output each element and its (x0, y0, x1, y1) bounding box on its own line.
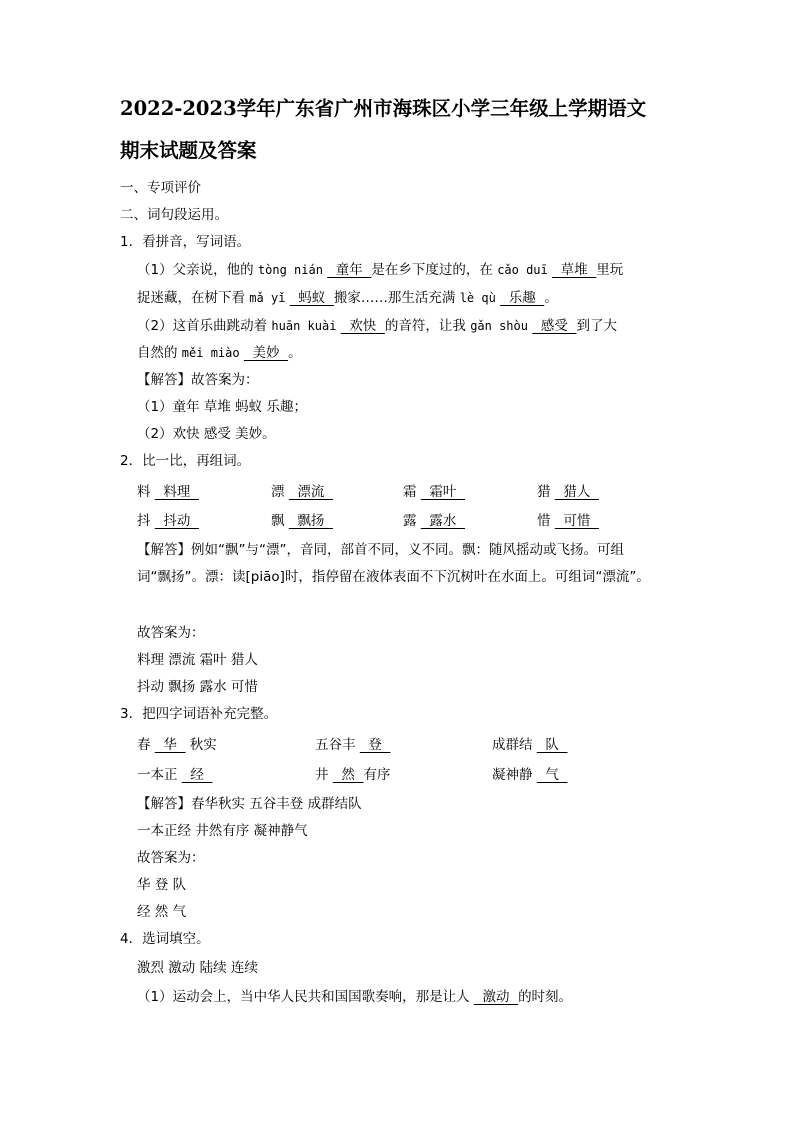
text: 里玩 (596, 262, 624, 278)
text: （2）这首乐曲跳动着 (137, 318, 272, 334)
word-blank: 猎人 (554, 484, 599, 500)
question-1-part-1-line-1 (137, 260, 623, 280)
word-blank: 可惜 (554, 513, 599, 529)
answer-blank: 童年 (327, 262, 372, 278)
compare-char: 猎 (537, 484, 551, 500)
question-3-row-1 (137, 735, 657, 755)
compare-char: 惜 (537, 513, 551, 529)
question-2-row-2 (137, 511, 657, 531)
question-3-row-2 (137, 765, 657, 785)
answer-blank: 美妙 (243, 345, 289, 361)
question-3-answer-label: 故答案为： (137, 850, 205, 866)
question-3-answer-1: 华 登 队 (137, 877, 187, 893)
question-2-explanation-2: 词“飘扬”。漂：读[piāo]时，指停留在液体表面不下沉树叶在水面上。可组词“漂流”。 (137, 569, 650, 585)
idiom-text: 有序 (363, 767, 391, 783)
idiom-text: 一本正 (137, 767, 182, 783)
question-3-heading: 3．把四字词语补充完整。 (120, 706, 278, 722)
question-2-row-1 (137, 482, 657, 502)
pinyin-tongnian: tòng nián (257, 263, 323, 277)
question-2-answer-2: 抖动 飘扬 露水 可惜 (137, 679, 258, 695)
question-4-word-choices: 激烈 激动 陆续 连续 (137, 960, 258, 976)
pinyin-huankuai: huān kuài (271, 319, 337, 333)
text: 是在乡下度过的，在 (371, 262, 498, 278)
idiom-blank: 华 (154, 737, 186, 753)
idiom-blank: 登 (359, 737, 391, 753)
word-blank: 料理 (154, 484, 199, 500)
document-title-line-2: 期末试题及答案 (120, 139, 257, 162)
idiom-text: 秋实 (185, 737, 217, 753)
answer-blank: 激动 (473, 989, 519, 1005)
question-2-answer-label: 故答案为： (137, 625, 205, 641)
question-1-part-2-line-1 (137, 316, 617, 336)
word-blank: 漂流 (288, 484, 333, 500)
idiom-text: 春 (137, 737, 155, 753)
text: 捉迷藏，在树下看 (137, 290, 250, 306)
idiom-text: 井 (315, 767, 333, 783)
question-2-answer-1: 料理 漂流 霜叶 猎人 (137, 652, 258, 668)
question-1-answer-2: （2）欢快 感受 美妙。 (137, 426, 276, 442)
text: 。 (288, 345, 302, 361)
idiom-text: 五谷丰 (315, 737, 360, 753)
text: （1）父亲说，他的 (137, 262, 258, 278)
section-heading-2: 二、词句段运用。 (120, 207, 228, 223)
word-blank: 露水 (420, 513, 465, 529)
idiom-text: 成群结 (492, 737, 537, 753)
word-blank: 霜叶 (420, 484, 465, 500)
section-heading-1: 一、专项评价 (120, 180, 201, 196)
pinyin-lequ: lè qù (459, 291, 496, 305)
question-4-heading: 4．选词填空。 (120, 931, 210, 947)
pinyin-meimiao: měi miào (181, 346, 240, 360)
idiom-blank: 然 (332, 767, 364, 783)
text: 搬家……那生活充满 (333, 290, 460, 306)
document-title-line-1: 2022-2023学年广东省广州市海珠区小学三年级上学期语文 (120, 97, 647, 120)
text: 到了大 (576, 318, 617, 334)
compare-char: 漂 (271, 484, 285, 500)
question-4-part-1 (137, 987, 572, 1007)
question-1-answer-label: 【解答】故答案为： (137, 372, 259, 388)
answer-blank: 感受 (532, 318, 577, 334)
compare-char: 抖 (137, 513, 151, 529)
text: （1）运动会上，当中华人民共和国国歌奏响，那是让人 (137, 989, 474, 1005)
text: 自然的 (137, 345, 182, 361)
answer-blank: 欢快 (340, 318, 385, 334)
idiom-text: 凝神静 (492, 767, 537, 783)
pinyin-caodui: cǎo duī (497, 263, 548, 277)
idiom-blank: 气 (536, 767, 568, 783)
question-2-explanation-1: 【解答】例如“飘”与“漂”，音同，部首不同，义不同。飘：随风摇动或飞扬。可组 (137, 542, 624, 558)
compare-char: 料 (137, 484, 151, 500)
question-1-part-1-line-2 (137, 288, 558, 308)
idiom-blank: 经 (181, 767, 213, 783)
question-2-heading: 2．比一比，再组词。 (120, 453, 251, 469)
text: 。 (544, 290, 558, 306)
pinyin-mayi: mǎ yǐ (249, 291, 286, 305)
question-1-answer-1: （1）童年 草堆 蚂蚁 乐趣； (137, 399, 307, 415)
question-1-part-2-line-2 (137, 343, 302, 363)
question-3-explanation-2: 一本正经 井然有序 凝神静气 (137, 823, 308, 839)
question-1-heading: 1．看拼音，写词语。 (120, 234, 251, 250)
word-blank: 抖动 (154, 513, 199, 529)
text: 的音符，让我 (384, 318, 471, 334)
idiom-blank: 队 (536, 737, 568, 753)
compare-char: 飘 (271, 513, 285, 529)
compare-char: 霜 (403, 484, 417, 500)
question-3-answer-2: 经 然 气 (137, 904, 187, 920)
text: 的时刻。 (518, 989, 573, 1005)
question-3-explanation-1: 【解答】春华秋实 五谷丰登 成群结队 (137, 796, 362, 812)
compare-char: 露 (403, 513, 417, 529)
answer-blank: 草堆 (552, 262, 597, 278)
word-blank: 飘扬 (288, 513, 333, 529)
answer-blank: 蚂蚁 (289, 290, 334, 306)
answer-blank: 乐趣 (500, 290, 545, 306)
pinyin-ganshou: gǎn shòu (470, 319, 528, 333)
